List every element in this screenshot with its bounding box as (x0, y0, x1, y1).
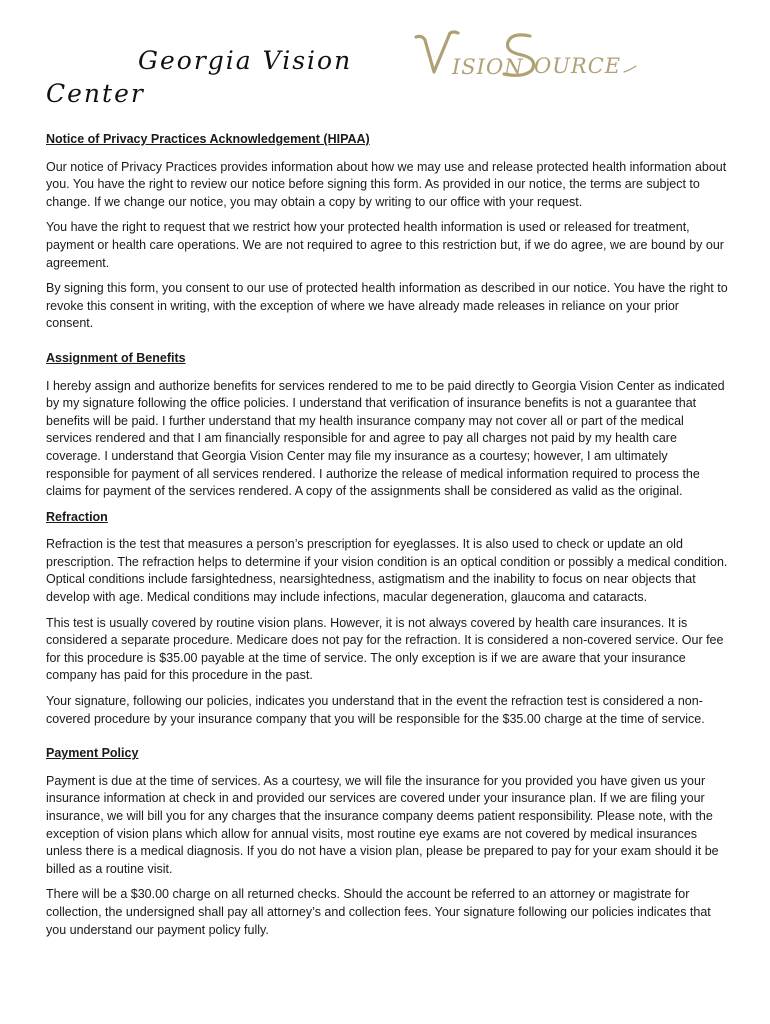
section-heading-benefits: Assignment of Benefits (46, 350, 186, 365)
privacy-paragraph-3: By signing this form, you consent to our use of protected health information as described in our notice. You have the right to revoke this consent in writing, with the exception of where we have already made releases in reliance on your prior consent. (46, 281, 728, 331)
vision-source-logo (412, 30, 637, 80)
logo-text-part2: OURCE (534, 54, 622, 78)
section-heading-payment: Payment Policy (46, 746, 139, 761)
practice-name (46, 44, 366, 110)
benefits-paragraph-1: I hereby assign and authorize benefits for services rendered to me to be paid directly to Georgia Vision Center as indicated by my signature following the office policies. I understand that verification of insurance benefits is not a guarantee that benefits will be paid. I further understand that my health insurance company may not cover all or part of the medical services rendered and that I am financially responsible for and agree to pay all charges not paid by my health care coverage. I understand that Georgia Vision Center may file my insurance as a courtesy; however, I am ultimately responsible for payment of all services rendered. I authorize the release of medical information required to process the claims for payment of the services rendered. A copy of the assignments shall be considered as valid as the original. (46, 378, 725, 499)
payment-paragraph-1: Payment is due at the time of services. As a courtesy, we will file the insurance for you provided you have given us your insurance information at check in and provided our services are covered under your insurance plan. If we are filing your insurance, we will bill you for any charges that the insurance company deems patient responsibility. Please note, with the exception of vision plans which allow for annual visits, most routine eye exams are not covered by medical insurances unless there is a medical diagnosis. If you do not have a vision plan, please be prepared to pay for your exam should it be billed as a routine visit. (46, 773, 719, 876)
privacy-paragraph-2: You have the right to request that we restrict how your protected health information is used or released for treatment, payment or health care operations. We are not required to agree to this restriction but, if we do agree, we are bound by our agreement. (46, 220, 724, 270)
section-heading-refraction: Refraction (46, 509, 108, 524)
refraction-paragraph-1: Refraction is the test that measures a person’s prescription for eyeglasses. It is also used to check or update an old prescription. The refraction helps to determine if your vision condition is an optical condition or possibly a medical condition. Optical conditions include farsightedness, nearsightedness, astigmatism and the inability to focus on near objects that develop with age. Medical conditions may include infections, macular degeneration, glaucoma and cataracts. (46, 537, 728, 605)
privacy-paragraph-1: Our notice of Privacy Practices provides information about how we may use and release protected health information about you. You have the right to review our notice before signing this form. As provided in our notice, the terms are subject to change. If we change our notice, you may obtain a copy by writing to our office with your request. (46, 159, 727, 209)
practice-name-line2: Center (46, 79, 145, 108)
refraction-paragraph-2: This test is usually covered by routine vision plans. However, it is not always covered by health care insurances. It is considered a separate procedure. Medicare does not pay for the refraction. It is considered a non-covered service. Our fee for this procedure is $35.00 payable at the time of service. The only exception is if we are aware that your insurance company has paid for this procedure in the past. (46, 615, 724, 683)
logo-text-part1: ISION (452, 55, 524, 79)
refraction-paragraph-3: Your signature, following our policies, indicates you understand that in the event the refraction test is considered a non-covered procedure by your insurance company that you will be responsible for the $35.00 charge at the time of service. (46, 694, 705, 726)
section-heading-privacy: Notice of Privacy Practices Acknowledgement (HIPAA) (46, 132, 370, 146)
practice-name-line1: Georgia Vision (138, 46, 353, 75)
payment-paragraph-2: There will be a $30.00 charge on all returned checks. Should the account be referred to an attorney or magistrate for collection, the undersigned shall pay all attorney’s and collection fees. Your signature following our policies indicates that you understand our payment policy fully. (46, 887, 711, 937)
document-body (46, 131, 729, 947)
